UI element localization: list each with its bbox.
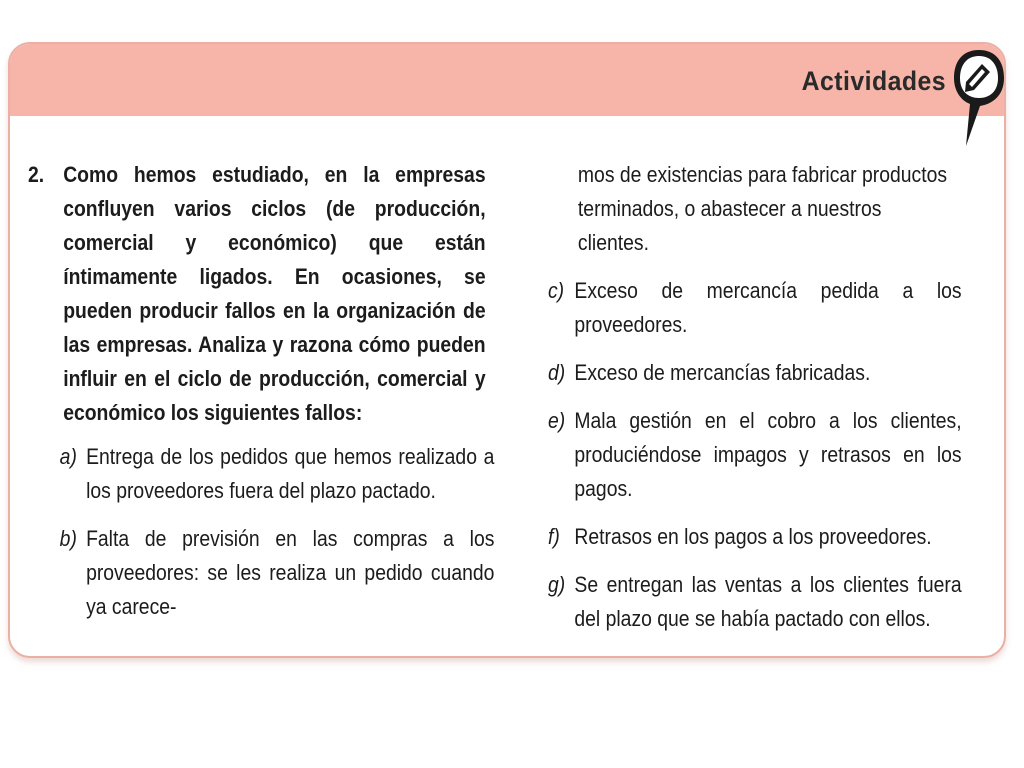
item-text: Exceso de mercancía pedida a los proveedores.	[574, 278, 962, 337]
item-letter: g)	[548, 572, 566, 597]
item-text: Falta de previsión en las compras a los proveedores: se les realiza un pedido cuando ya carece-	[86, 526, 495, 619]
item-text: Mala gestión en el cobro a los clientes, produciéndose impagos y retrasos en los pagos.	[574, 408, 962, 501]
items-list-right	[548, 274, 979, 636]
item-letter: a)	[59, 444, 77, 469]
item-text: Se entregan las ventas a los clientes fuera del plazo que se había pactado con ellos.	[574, 572, 962, 631]
item-letter: d)	[548, 360, 566, 385]
items-list-left	[60, 440, 495, 624]
right-column	[548, 158, 979, 650]
item-text: Retrasos en los pagos a los proveedores.	[574, 524, 932, 549]
exercise-statement-row	[28, 158, 494, 430]
item-letter: b)	[59, 526, 77, 551]
item-letter: c)	[548, 278, 565, 303]
left-column	[28, 158, 494, 638]
list-item-f	[548, 520, 979, 554]
item-b-continuation: mos de existencias para fabricar productos terminados, o abastecer a nuestros clientes.	[577, 162, 948, 255]
exercise-statement: Como hemos estudiado, en la empresas confluyen varios ciclos (de producción, comercial y económico) que están íntimamente ligados. En ocasiones, se pueden producir fallos en la organización de las empresas. Analiza y razona cómo pueden influir en el ciclo de producción, comercial y económico los siguientes fallos:	[63, 162, 486, 425]
item-text: Exceso de mercancías fabricadas.	[574, 360, 871, 385]
item-letter: f)	[548, 524, 560, 549]
speech-bubble-pencil-icon	[952, 46, 1006, 150]
exercise-number: 2.	[28, 162, 45, 187]
list-item-g	[548, 568, 979, 636]
item-letter: e)	[548, 408, 566, 433]
list-item-b	[60, 522, 495, 624]
list-item-d	[548, 356, 979, 390]
list-item-c	[548, 274, 979, 342]
list-item-a	[60, 440, 495, 508]
list-item-e	[548, 404, 979, 506]
item-text: Entrega de los pedidos que hemos realizado a los proveedores fuera del plazo pactado.	[86, 444, 495, 503]
header-title: Actividades	[801, 66, 946, 96]
